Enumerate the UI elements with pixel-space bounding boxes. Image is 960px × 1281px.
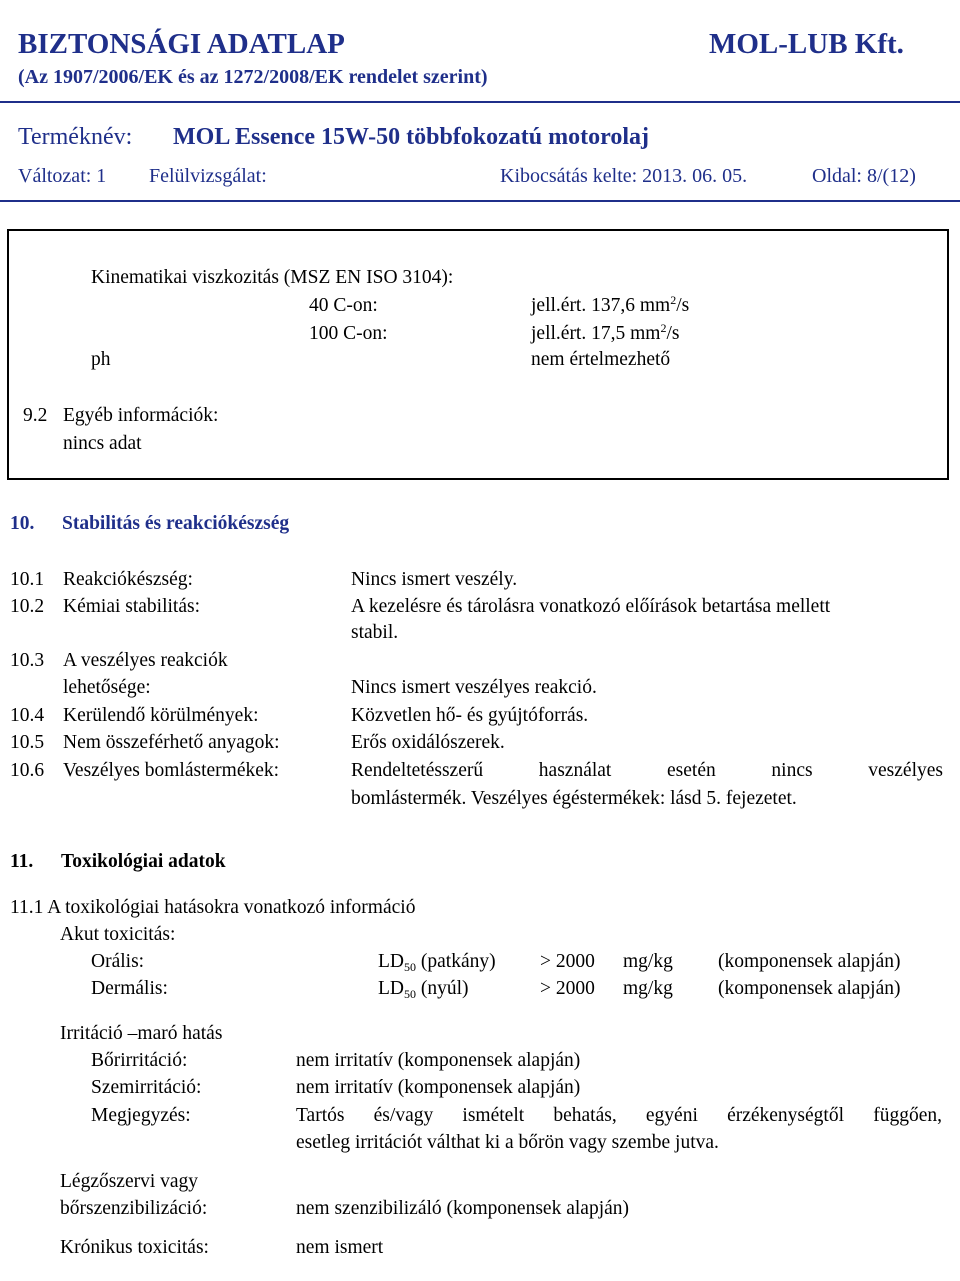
v40-label: 40 C-on: — [309, 295, 378, 316]
oral-route: Orális: — [91, 951, 145, 972]
s102-label: Kémiai stabilitás: — [63, 596, 201, 617]
s105-label: Nem összeférhető anyagok: — [63, 732, 280, 753]
s102-value-cont: stabil. — [351, 622, 399, 643]
ph-label: ph — [91, 349, 111, 370]
section11-title: Toxikológiai adatok — [61, 851, 226, 872]
revision: Felülvizsgálat: — [149, 165, 267, 187]
sensitization-label-cont: bőrszenzibilizáció: — [60, 1198, 208, 1219]
v40-value: jell.ért. 137,6 $mm^2/s$ — [531, 293, 690, 316]
skin-irritation-label: Bőrirritáció: — [91, 1050, 188, 1071]
note-label: Megjegyzés: — [91, 1105, 191, 1126]
s105-value: Erős oxidálószerek. — [351, 732, 505, 753]
chronic-toxicity-value: nem ismert — [296, 1237, 384, 1258]
note-value-cont: esetleg irritációt válthat ki a bőrön vagy szembe jutva. — [296, 1132, 719, 1153]
s101-number: 10.1 — [10, 569, 45, 590]
eye-irritation-label: Szemirritáció: — [91, 1077, 202, 1098]
s102-number: 10.2 — [10, 596, 45, 617]
ph-value: nem értelmezhető — [531, 349, 671, 370]
dermal-ld: $LD_{50}$ (nyúl) — [378, 978, 469, 1001]
s92-title: Egyéb információk: — [63, 405, 219, 426]
s101-value: Nincs ismert veszély. — [351, 569, 518, 590]
s104-label: Kerülendő körülmények: — [63, 705, 259, 726]
oral-unit: mg/kg — [623, 951, 673, 972]
dermal-route: Dermális: — [91, 978, 168, 999]
s101-label: Reakciókészség: — [63, 569, 193, 590]
section11-number: 11. — [10, 851, 34, 872]
section10-title: Stabilitás és reakciókészség — [62, 513, 290, 534]
acute-toxicity-label: Akut toxicitás: — [60, 924, 176, 945]
note-value: Tartós és/vagy ismételt behatás, egyéni érzékenységtől függően, — [296, 1105, 942, 1126]
s103-number: 10.3 — [10, 650, 45, 671]
version: Változat: 1 — [18, 165, 107, 187]
header-rule-bottom — [0, 200, 960, 202]
s92-value: nincs adat — [63, 433, 142, 454]
s104-value: Közvetlen hő- és gyújtóforrás. — [351, 705, 589, 726]
oral-value: > 2000 — [540, 951, 595, 972]
regulation-note: (Az 1907/2006/EK és az 1272/2008/EK rendelet szerint) — [18, 66, 488, 88]
sensitization-value: nem szenzibilizáló (komponensek alapján) — [296, 1198, 630, 1219]
section10-number: 10. — [10, 513, 35, 534]
product-label: Terméknév: — [18, 124, 133, 150]
s104-number: 10.4 — [10, 705, 45, 726]
s106-number: 10.6 — [10, 760, 45, 781]
oral-ld: $LD_{50}$ (patkány) — [378, 951, 496, 974]
s106-value-cont: bomlástermék. Veszélyes égéstermékek: lásd 5. fejezetet. — [351, 788, 797, 809]
s103-value: Nincs ismert veszélyes reakció. — [351, 677, 597, 698]
s111-title: 11.1 A toxikológiai hatásokra vonatkozó információ — [10, 897, 416, 918]
dermal-unit: mg/kg — [623, 978, 673, 999]
dermal-value: > 2000 — [540, 978, 595, 999]
s103-label: A veszélyes reakciók — [63, 650, 228, 671]
s103-label-cont: lehetősége: — [63, 677, 151, 698]
s106-label: Veszélyes bomlástermékek: — [63, 760, 280, 781]
header-rule — [0, 101, 960, 103]
skin-irritation-value: nem irritatív (komponensek alapján) — [296, 1050, 581, 1071]
s92-number: 9.2 — [23, 405, 48, 426]
page-number: Oldal: 8/(12) — [812, 165, 916, 187]
eye-irritation-value: nem irritatív (komponensek alapján) — [296, 1077, 581, 1098]
v100-label: 100 C-on: — [309, 323, 388, 344]
issue-date: Kibocsátás kelte: 2013. 06. 05. — [500, 165, 748, 187]
product-name: MOL Essence 15W-50 többfokozatú motorolaj — [173, 124, 649, 150]
irritation-label: Irritáció –maró hatás — [60, 1023, 223, 1044]
chronic-toxicity-label: Krónikus toxicitás: — [60, 1237, 209, 1258]
dermal-note: (komponensek alapján) — [718, 978, 901, 999]
oral-note: (komponensek alapján) — [718, 951, 901, 972]
s105-number: 10.5 — [10, 732, 45, 753]
s102-value: A kezelésre és tárolásra vonatkozó előírások betartása mellett — [351, 596, 831, 617]
s106-value: Rendeltetésszerű használat esetén nincs veszélyes — [351, 760, 943, 781]
company-name: MOL-LUB Kft. — [709, 28, 904, 60]
sensitization-label: Légzőszervi vagy — [60, 1171, 199, 1192]
document-title: BIZTONSÁGI ADATLAP — [18, 28, 345, 60]
v100-value: jell.ért. 17,5 $mm^2/s$ — [531, 321, 680, 344]
viscosity-label: Kinematikai viszkozitás (MSZ EN ISO 3104): — [91, 267, 454, 288]
